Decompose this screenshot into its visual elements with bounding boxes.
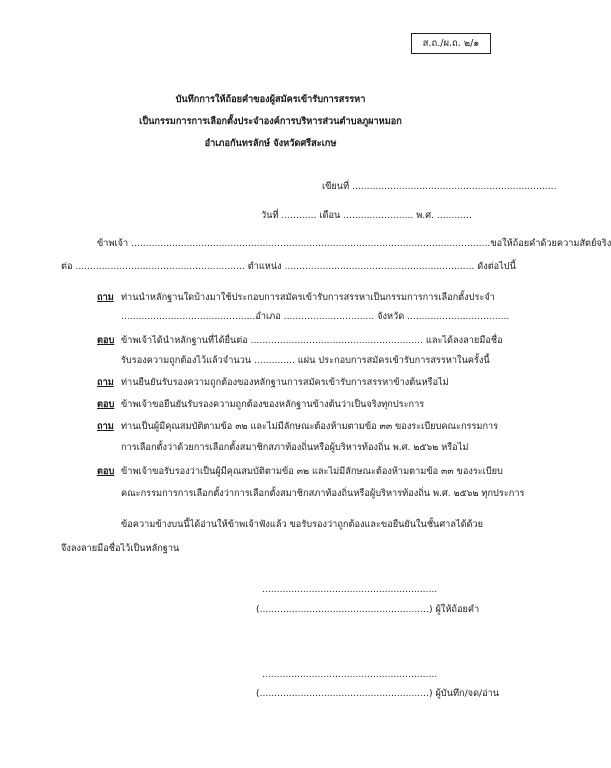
qa-text: ..............................................อำเภอ ............................... จังหวัด ................................... bbox=[121, 311, 510, 322]
qa-text: ข้าพเจ้าขอรับรองว่าเป็นผู้มีคุณสมบัติตามข้อ ๓๒ และไม่มีลักษณะต้องห้ามตามข้อ ๓๓ ของระเบียบ bbox=[121, 466, 503, 477]
title-line-2: เป็นกรรมการการเลือกตั้งประจำองค์การบริหารส่วนตำบลภูผาหมอก bbox=[139, 116, 402, 127]
title-line-3: อำเภอกันทรลักษ์ จังหวัดศรีสะเกษ bbox=[204, 138, 337, 149]
qa-text: ท่านนำหลักฐานใดบ้างมาใช้ประกอบการสมัครเข้ารับการสรรหาเป็นกรรมการการเลือกตั้งประจำ bbox=[121, 292, 495, 303]
closing-line-1: ข้อความข้างบนนี้ได้อ่านให้ข้าพเจ้าฟังแล้ว ขอรับรองว่าถูกต้องและขอยืนยันในชั้นศาลได้ด้วย bbox=[121, 519, 484, 530]
form-code-box: ส.ถ./ผ.ถ. ๒/๑ bbox=[411, 33, 491, 54]
signature-line-recorder: ............................................................ bbox=[262, 669, 438, 680]
statement-line-2: ต่อ .......................................................... ตำแหน่ง ................................................................. ดังต่อไปนี้ bbox=[61, 261, 516, 272]
qa-label: ตอบ bbox=[97, 399, 115, 410]
qa-text: คณะกรรมการการเลือกตั้งว่าการเลือกตั้งสมาชิกสภาท้องถิ่นหรือผู้บริหารท้องถิ่น พ.ศ. ๒๕๖๒ ทุกประการ bbox=[121, 488, 525, 499]
qa-text: รับรองความถูกต้องไว้แล้วจำนวน .............. แผ่น ประกอบการสมัครเข้ารับการสรรหาในครั้งนี้ bbox=[121, 355, 490, 366]
qa-label: ถาม bbox=[97, 421, 114, 432]
statement-line-1: ข้าพเจ้า ...........................................................................................................................ขอให้ถ้อยคำด้วยความสัตย์จริง bbox=[97, 238, 611, 249]
written-at-field: เขียนที่ ...................................................................... bbox=[322, 181, 557, 192]
qa-text: ท่านเป็นผู้มีคุณสมบัติตามข้อ ๓๒ และไม่มีลักษณะต้องห้ามตามข้อ ๓๓ ของระเบียบคณะกรรมการ bbox=[121, 421, 499, 432]
qa-text: การเลือกตั้งว่าด้วยการเลือกตั้งสมาชิกสภาท้องถิ่นหรือผู้บริหารท้องถิ่น พ.ศ. ๒๕๖๒ หรือไม่ bbox=[121, 442, 469, 453]
qa-text: ท่านยืนยันรับรองความถูกต้องของหลักฐานการสมัครเข้ารับการสรรหาข้างต้นหรือไม่ bbox=[121, 377, 449, 388]
signature-line-giver: ............................................................ bbox=[262, 584, 438, 595]
qa-label: ตอบ bbox=[97, 466, 115, 477]
qa-label: ถาม bbox=[97, 292, 114, 303]
date-field: วันที่ ............ เดือน ........................ พ.ศ. ............ bbox=[261, 210, 472, 221]
qa-label: ตอบ bbox=[97, 335, 115, 346]
signature-name-giver: (..........................................................) ผู้ให้ถ้อยคำ bbox=[256, 604, 480, 615]
closing-line-2: จึงลงลายมือชื่อไว้เป็นหลักฐาน bbox=[61, 543, 180, 554]
title-line-1: บันทึกการให้ถ้อยคำของผู้สมัครเข้ารับการสรรหา bbox=[175, 94, 366, 105]
signature-name-recorder: (..........................................................) ผู้บันทึก/จด/อ่าน bbox=[256, 688, 500, 699]
qa-label: ถาม bbox=[97, 377, 114, 388]
qa-text: ข้าพเจ้าขอยืนยันรับรองความถูกต้องของหลักฐานข้างต้นว่าเป็นจริงทุกประการ bbox=[121, 399, 425, 410]
qa-text: ข้าพเจ้าได้นำหลักฐานที่ได้ยื่นต่อ ........................................................... และได้ลงลายมือชื่อ bbox=[121, 335, 503, 346]
